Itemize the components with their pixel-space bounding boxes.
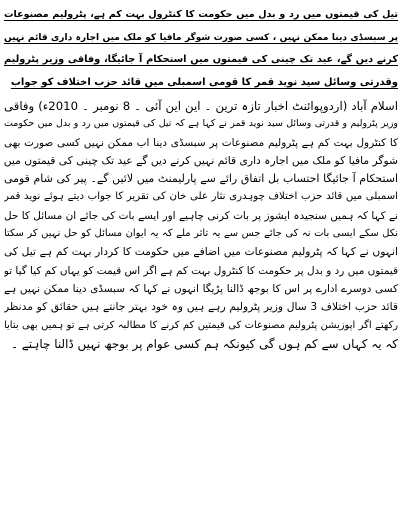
- body-line: اسمبلی میں قائد حزب اختلاف چوہدری نثار علی خان کی تقریر کا جواب دیتے ہوئے نوید قمر: [4, 191, 398, 203]
- headline-line: تیل کی قیمتوں میں رد و بدل میں حکومت کا کنٹرول بہت کم ہے، پٹرولیم مصنوعات: [4, 9, 398, 20]
- headline-line: پر سبسڈی دینا ممکن نہیں ، کسی صورت شوگر مافیا کو ملک میں اجارہ داری قائم نہیں: [4, 32, 398, 43]
- body-line: کسی دوسرے ادارے پر اس کا بوجھ ڈالنا پڑیگا انہوں نے کہا کہ سبسڈی دینا ممکن نہیں ہے: [4, 282, 398, 295]
- body-line: شوگر مافیا کو ملک میں اجارہ داری قائم نہیں کرنے دیں گے عید تک چینی کی قیمتوں میں: [4, 153, 398, 167]
- body-line: رکھتے اگر اپوزیشن پٹرولیم مصنوعات کی قیمتیں کم کرنے کا مطالبہ کرتی ہے تو ہمیں بھی بتایا: [4, 319, 398, 331]
- body-line: کہ یہ کہاں سے کم ہوں گی کیونکہ ہم کسی عوام پر بوجھ نہیں ڈالنا چاہتے ۔: [11, 336, 398, 351]
- body-line: کا کنٹرول بہت کم ہے پٹرولیم مصنوعات پر سبسڈی دینا اب ممکن نہیں کسی صورت بھی: [4, 136, 398, 149]
- body-line: نکل سکے ایسی بات نہ کی جائے جس سے یہ تاثر ملے کہ یہ ایوان مسائل کو حل نہیں کر سکتا: [4, 228, 398, 240]
- headline-line: کرنے دیں گے، عید تک چینی کی قیمتوں میں استحکام آ جائیگا، وفاقی وزیر پٹرولیم: [4, 54, 398, 65]
- body-line: قیمتوں میں رد و بدل پر حکومت کا کنٹرول بہت کم ہے اگر اس قیمت کو یہاں کم کیا گیا تو: [4, 264, 398, 277]
- body-line: استحکام آ جائیگا احتساب بل اتفاق رائے سے پارلیمنٹ میں لائیں گے۔ پیر کی شام قومی: [4, 172, 398, 186]
- body-line: وزیر پٹرولیم و قدرتی وسائل سید نوید قمر نے کہا ہے کہ تیل کی قیمتوں میں رد و بدل میں حکومت: [4, 118, 398, 130]
- headline-line: وقدرتی وسائل سید نوید قمر کا قومی اسمبلی میں قائد حزب اختلاف کو جواب: [10, 76, 398, 88]
- body-line: قائد حزب اختلاف 3 سال وزیر پٹرولیم رہے ہیں وہ خود بہتر جانتے ہیں حقائق کو مدنظر: [4, 300, 398, 314]
- body-line: اسلام آباد (اردوپوائنٹ اخبار تازہ ترین ۔ این این آئی ۔ 8 نومبر ۔ 2010ء) وفاقی: [4, 99, 398, 113]
- article-body: [4, 97, 398, 353]
- article-headline: [4, 4, 398, 94]
- body-line: انہوں نے کہا کہ پٹرولیم مصنوعات میں اضافے میں حکومت کا کردار بہت کم ہے تیل کی: [4, 245, 398, 259]
- body-line: نے کہا کہ ہمیں سنجیدہ ایشوز پر بات کرنی چاہیے اور ایسے بات کی جائے ان مسائل کا حل: [4, 209, 398, 222]
